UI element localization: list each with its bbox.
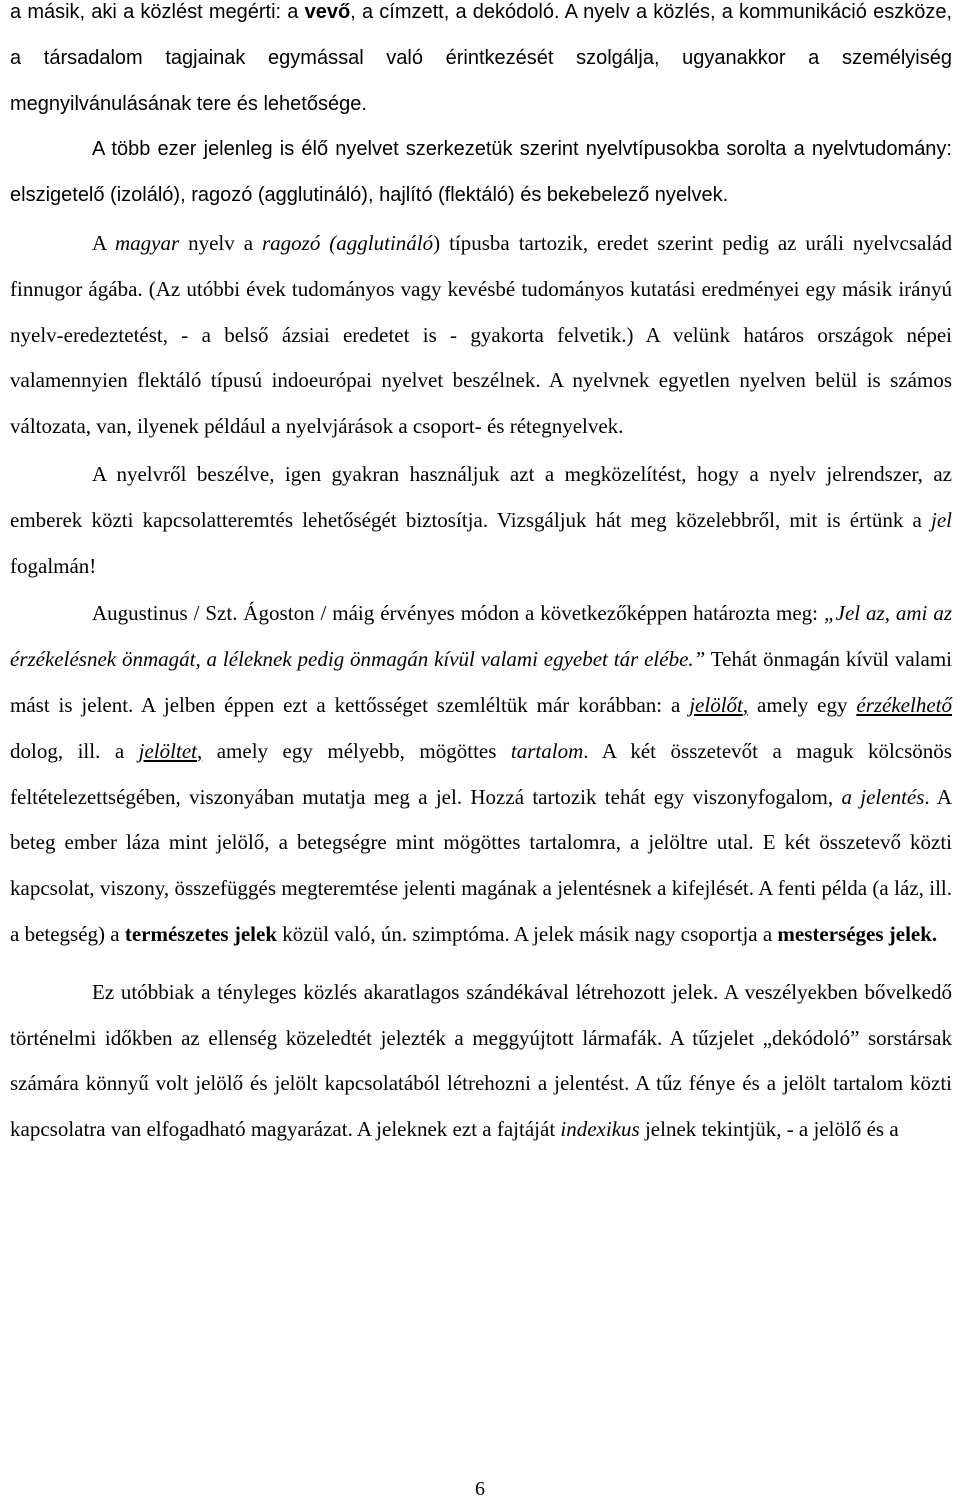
paragraph-6 (10, 970, 952, 1153)
text-run: ragozó (agglutináló (261, 230, 434, 255)
paragraph-2 (10, 127, 952, 219)
text-run: magyar (114, 230, 180, 255)
text-run: indexikus (560, 1117, 640, 1142)
text-run: jelölőt (689, 692, 743, 717)
text-run: közül való, ún. szimptóma. A jelek másik nagy csoportja a (277, 921, 778, 946)
text-run: fogalmán! (10, 553, 97, 578)
text-run: jelnek tekintjük, - a jelölő és a (639, 1117, 899, 1142)
text-run: ) típusba tartozik, eredet szerint pedig az uráli nyelvcsalád finnugor ágába. (Az utóbbi évek tudományos vagy kevésbé tudományos kutatási eredményei egy másik irányú nyelv-eredeztetést, - a belső ázsiai eredetet is - gyakorta felvetik.) A velünk határos országok népei valamennyien flektáló típusú indoeurópai nyelvet beszélnek. A nyelvnek egyetlen nyelven belül is számos változata, van, ilyenek például a nyelvjárások a csoport- és rétegnyelvek. (10, 230, 952, 439)
text-run: A nyelvről beszélve, igen gyakran használjuk azt a megközelítést, hogy a nyelv jelrendszer, az emberek közti kapcsolatteremtés lehetőségét biztosítja. Vizsgáljuk hát meg közelebbről, mit is értünk a (10, 461, 952, 532)
text-run: érzékelhető (856, 692, 952, 717)
text-run: amely egy (748, 692, 857, 717)
text-run: a másik, aki a közlést megérti: a (10, 1, 305, 23)
text-run: . A beteg ember láza mint jelölő, a betegségre mint mögöttes tartalomra, a jelöltre utal. E két összetevő közti kapcsolat, viszony, összefüggés megteremtése jelenti magának a jelentésnek a kifejlését. A fenti példa (a láz, ill. a betegség) a (10, 784, 952, 946)
text-run: . A két összetevőt a maguk kölcsönös feltételezettségében, viszonyában mutatja meg a jel. Hozzá tartozik tehát egy viszonyfogalom, (10, 738, 952, 809)
text-run: , a címzett, a dekódoló. A nyelv a közlés, a kommunikáció eszköze, a társadalom tagjainak egymással való érintkezését szolgálja, ugyanakkor a személyiség megnyilvánulásának tere és lehetősége. (10, 1, 952, 115)
text-run: vevő (304, 1, 351, 23)
text-run: Augustinus / Szt. Ágoston / máig érvényes módon a következőképpen határozta meg: (92, 601, 824, 626)
page-number: 6 (475, 1478, 485, 1500)
text-run: a jelentés (841, 784, 925, 809)
text-run: mesterséges jelek. (777, 921, 938, 946)
text-run: dolog, ill. a (10, 738, 139, 763)
paragraph-4 (10, 452, 952, 589)
text-run: jelöltet (138, 738, 197, 763)
text-run: Ez utóbbiak a tényleges közlés akaratlagos szándékával létrehozott jelek. A veszélyekben bővelkedő történelmi időkben az ellenség közeledtét jelezték a meggyújtott lármafák. A tűzjelet „dekódoló” sorstársak számára könnyű volt jelölő és jelölt kapcsolatából létrehozni a jelentést. A tűz fénye és a jelölt tartalom közti kapcsolatra van elfogadható magyarázat. A jeleknek ezt a fajtáját (10, 979, 952, 1142)
text-run: A (92, 230, 115, 255)
text-run: , (742, 692, 749, 717)
text-run: , (196, 738, 203, 763)
paragraph-5 (10, 591, 952, 957)
document-page (10, 0, 952, 1153)
text-run: nyelv a (179, 230, 262, 255)
paragraph-3 (10, 221, 952, 450)
text-run: amely egy mélyebb, mögöttes (202, 738, 511, 763)
text-run: jel (931, 507, 952, 532)
text-run: Tehát önmagán kívül valami mást is jelent. A jelben éppen ezt a kettősséget szemléltük már korábban: a (10, 647, 953, 717)
text-run: A több ezer jelenleg is élő nyelvet szerkezetük szerint nyelvtípusokba sorolta a nyelvtudomány: elszigetelő (izoláló), ragozó (agglutináló), hajlító (flektáló) és bekebelező nyelvek. (10, 138, 952, 207)
paragraph-1 (10, 0, 952, 127)
text-run: tartalom (510, 738, 584, 763)
text-run: természetes jelek (124, 921, 278, 946)
text-run: „Jel az, ami az érzékelésnek önmagát, a léleknek pedig önmagán kívül valami egyebet tár elébe.” (10, 601, 953, 672)
